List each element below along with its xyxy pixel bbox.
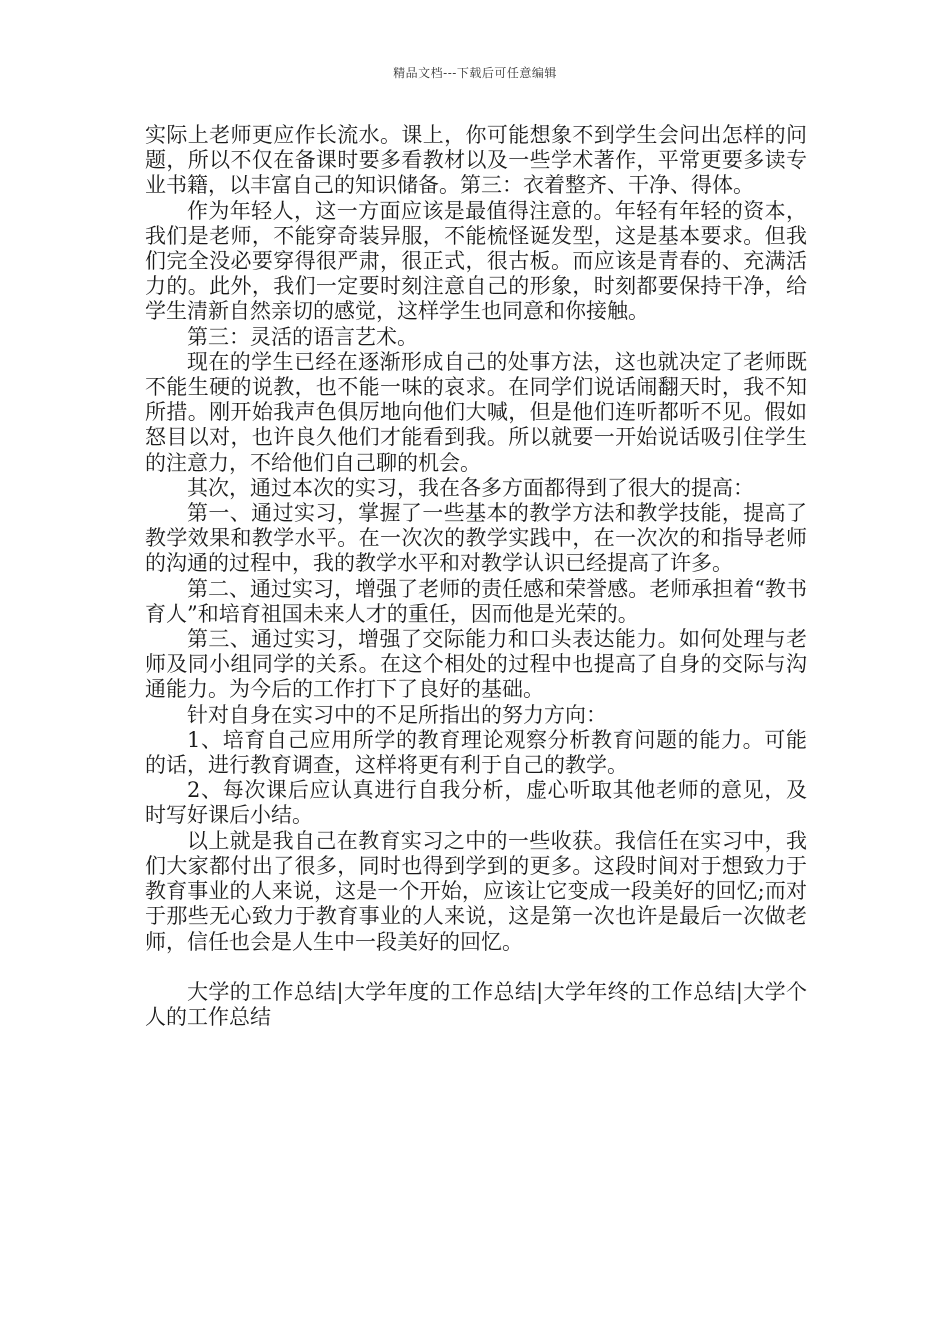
- list-item: 1、培育自己应用所学的教育理论观察分析教育问题的能力。可能的话，进行教育调查，这样将更有利于自己的教学。: [145, 727, 807, 778]
- paragraph: 其次，通过本次的实习，我在各多方面都得到了很大的提高：: [187, 475, 754, 500]
- page-header: 精品文档---下载后可任意编辑: [393, 66, 557, 80]
- document-body: [145, 123, 807, 1030]
- paragraph: 作为年轻人，这一方面应该是最值得注意的。年轻有年轻的资本，我们是老师，不能穿奇装异服，不能梳怪诞发型，这是基本要求。但我们完全没必要穿得很严肃，很正式，很古板。而应该是青春的、充满活力的。此外，我们一定要时刻注意自己的形象，时刻都要保持干净，给学生清新自然亲切的感觉，这样学生也同意和你接触。: [145, 198, 807, 324]
- paragraph: 第二、通过实习，增强了老师的责任感和荣誉感。老师承担着“教书育人”和培育祖国未来人才的重任，因而他是光荣的。: [145, 576, 807, 626]
- list-item: 2、每次课后应认真进行自我分析，虚心听取其他老师的意见，及时写好课后小结。: [145, 778, 807, 828]
- paragraph: 第三、通过实习，增强了交际能力和口头表达能力。如何处理与老师及同小组同学的关系。在这个相处的过程中也提高了自身的交际与沟通能力。为今后的工作打下了良好的基础。: [145, 627, 807, 702]
- paragraph: 针对自身在实习中的不足所指出的努力方向：: [187, 702, 607, 727]
- paragraph: 以上就是我自己在教育实习之中的一些收获。我信任在实习中，我们大家都付出了很多，同时也得到学到的更多。这段时间对于想致力于教育事业的人来说，这是一个开始，应该让它变成一段美好的回忆;而对于那些无心致力于教育事业的人来说，这是第一次也许是最后一次做老师，信任也会是人生中一段美好的回忆。: [145, 828, 807, 954]
- blank-line: [145, 955, 807, 980]
- section-heading: 第三：灵活的语言艺术。: [187, 324, 418, 349]
- related-links[interactable]: 大学的工作总结|大学年度的工作总结|大学年终的工作总结|大学个人的工作总结: [145, 979, 807, 1030]
- paragraph: 实际上老师更应作长流水。课上，你可能想象不到学生会问出怎样的问题，所以不仅在备课时要多看教材以及一些学术著作，平常更要多读专业书籍，以丰富自己的知识储备。第三：衣着整齐、干净、得体。: [145, 123, 807, 198]
- paragraph: 第一、通过实习，掌握了一些基本的教学方法和教学技能，提高了教学效果和教学水平。在一次次的教学实践中，在一次次的和指导老师的沟通的过程中，我的教学水平和对教学认识已经提高了许多。: [145, 501, 807, 576]
- paragraph: 现在的学生已经在逐渐形成自己的处事方法，这也就决定了老师既不能生硬的说教，也不能一味的哀求。在同学们说话闹翻天时，我不知所措。刚开始我声色俱厉地向他们大喊，但是他们连听都听不见。假如怒目以对，也许良久他们才能看到我。所以就要一开始说话吸引住学生的注意力，不给他们自己聊的机会。: [145, 349, 807, 475]
